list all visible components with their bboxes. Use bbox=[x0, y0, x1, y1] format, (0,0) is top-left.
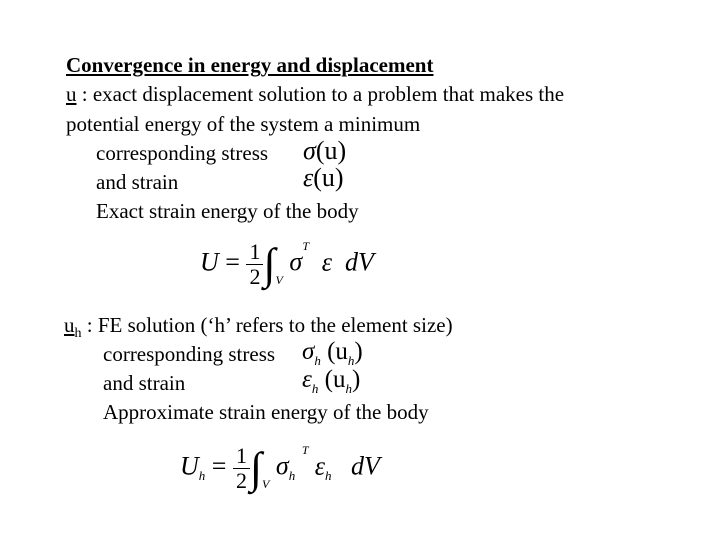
fe-strain-label: and strain bbox=[103, 371, 186, 395]
exact-description-continuation: potential energy of the system a minimum bbox=[66, 112, 421, 136]
fe-symbol: u bbox=[64, 313, 75, 337]
integral-sign: ∫ bbox=[249, 443, 263, 493]
integral-sign: ∫ bbox=[263, 239, 276, 289]
half-fraction: $\frac{1}{2}$ bbox=[246, 240, 263, 289]
fe-energy-equation: $U_h$ = $\frac{1}{2}$ $\int_V$ $\sigma_h$ T $\varepsilon_h$ dV bbox=[180, 443, 380, 493]
fe-description: : FE solution (‘h’ refers to the element size) bbox=[81, 313, 453, 337]
exact-stress-label: corresponding stress bbox=[96, 141, 269, 165]
exact-symbol: u bbox=[66, 82, 77, 106]
fe-strain-symbol: $\varepsilon_h$ $(u_h)$ bbox=[302, 366, 361, 396]
slide-title: Convergence in energy and displacement bbox=[66, 53, 434, 77]
exact-energy-equation: U = $\frac{1}{2}$ $\int_V$ σ T ε dV bbox=[200, 239, 374, 289]
exact-description: : exact displacement solution to a problem that makes the bbox=[76, 82, 565, 106]
fe-solution-line: $u_h$ : FE solution (‘h’ refers to the element size) bbox=[64, 313, 453, 342]
exact-solution-line bbox=[66, 82, 564, 106]
exact-strain-symbol: ε(u) bbox=[303, 163, 344, 192]
exact-energy-label: Exact strain energy of the body bbox=[96, 199, 359, 223]
fe-stress-symbol: $\sigma_h$ $(u_h)$ bbox=[302, 338, 363, 368]
exact-stress-symbol: σ(u) bbox=[303, 136, 347, 165]
half-fraction: $\frac{1}{2}$ bbox=[233, 444, 250, 493]
exact-strain-label: and strain bbox=[96, 170, 179, 194]
fe-stress-label: corresponding stress bbox=[103, 342, 276, 366]
fe-energy-label: Approximate strain energy of the body bbox=[103, 400, 429, 424]
